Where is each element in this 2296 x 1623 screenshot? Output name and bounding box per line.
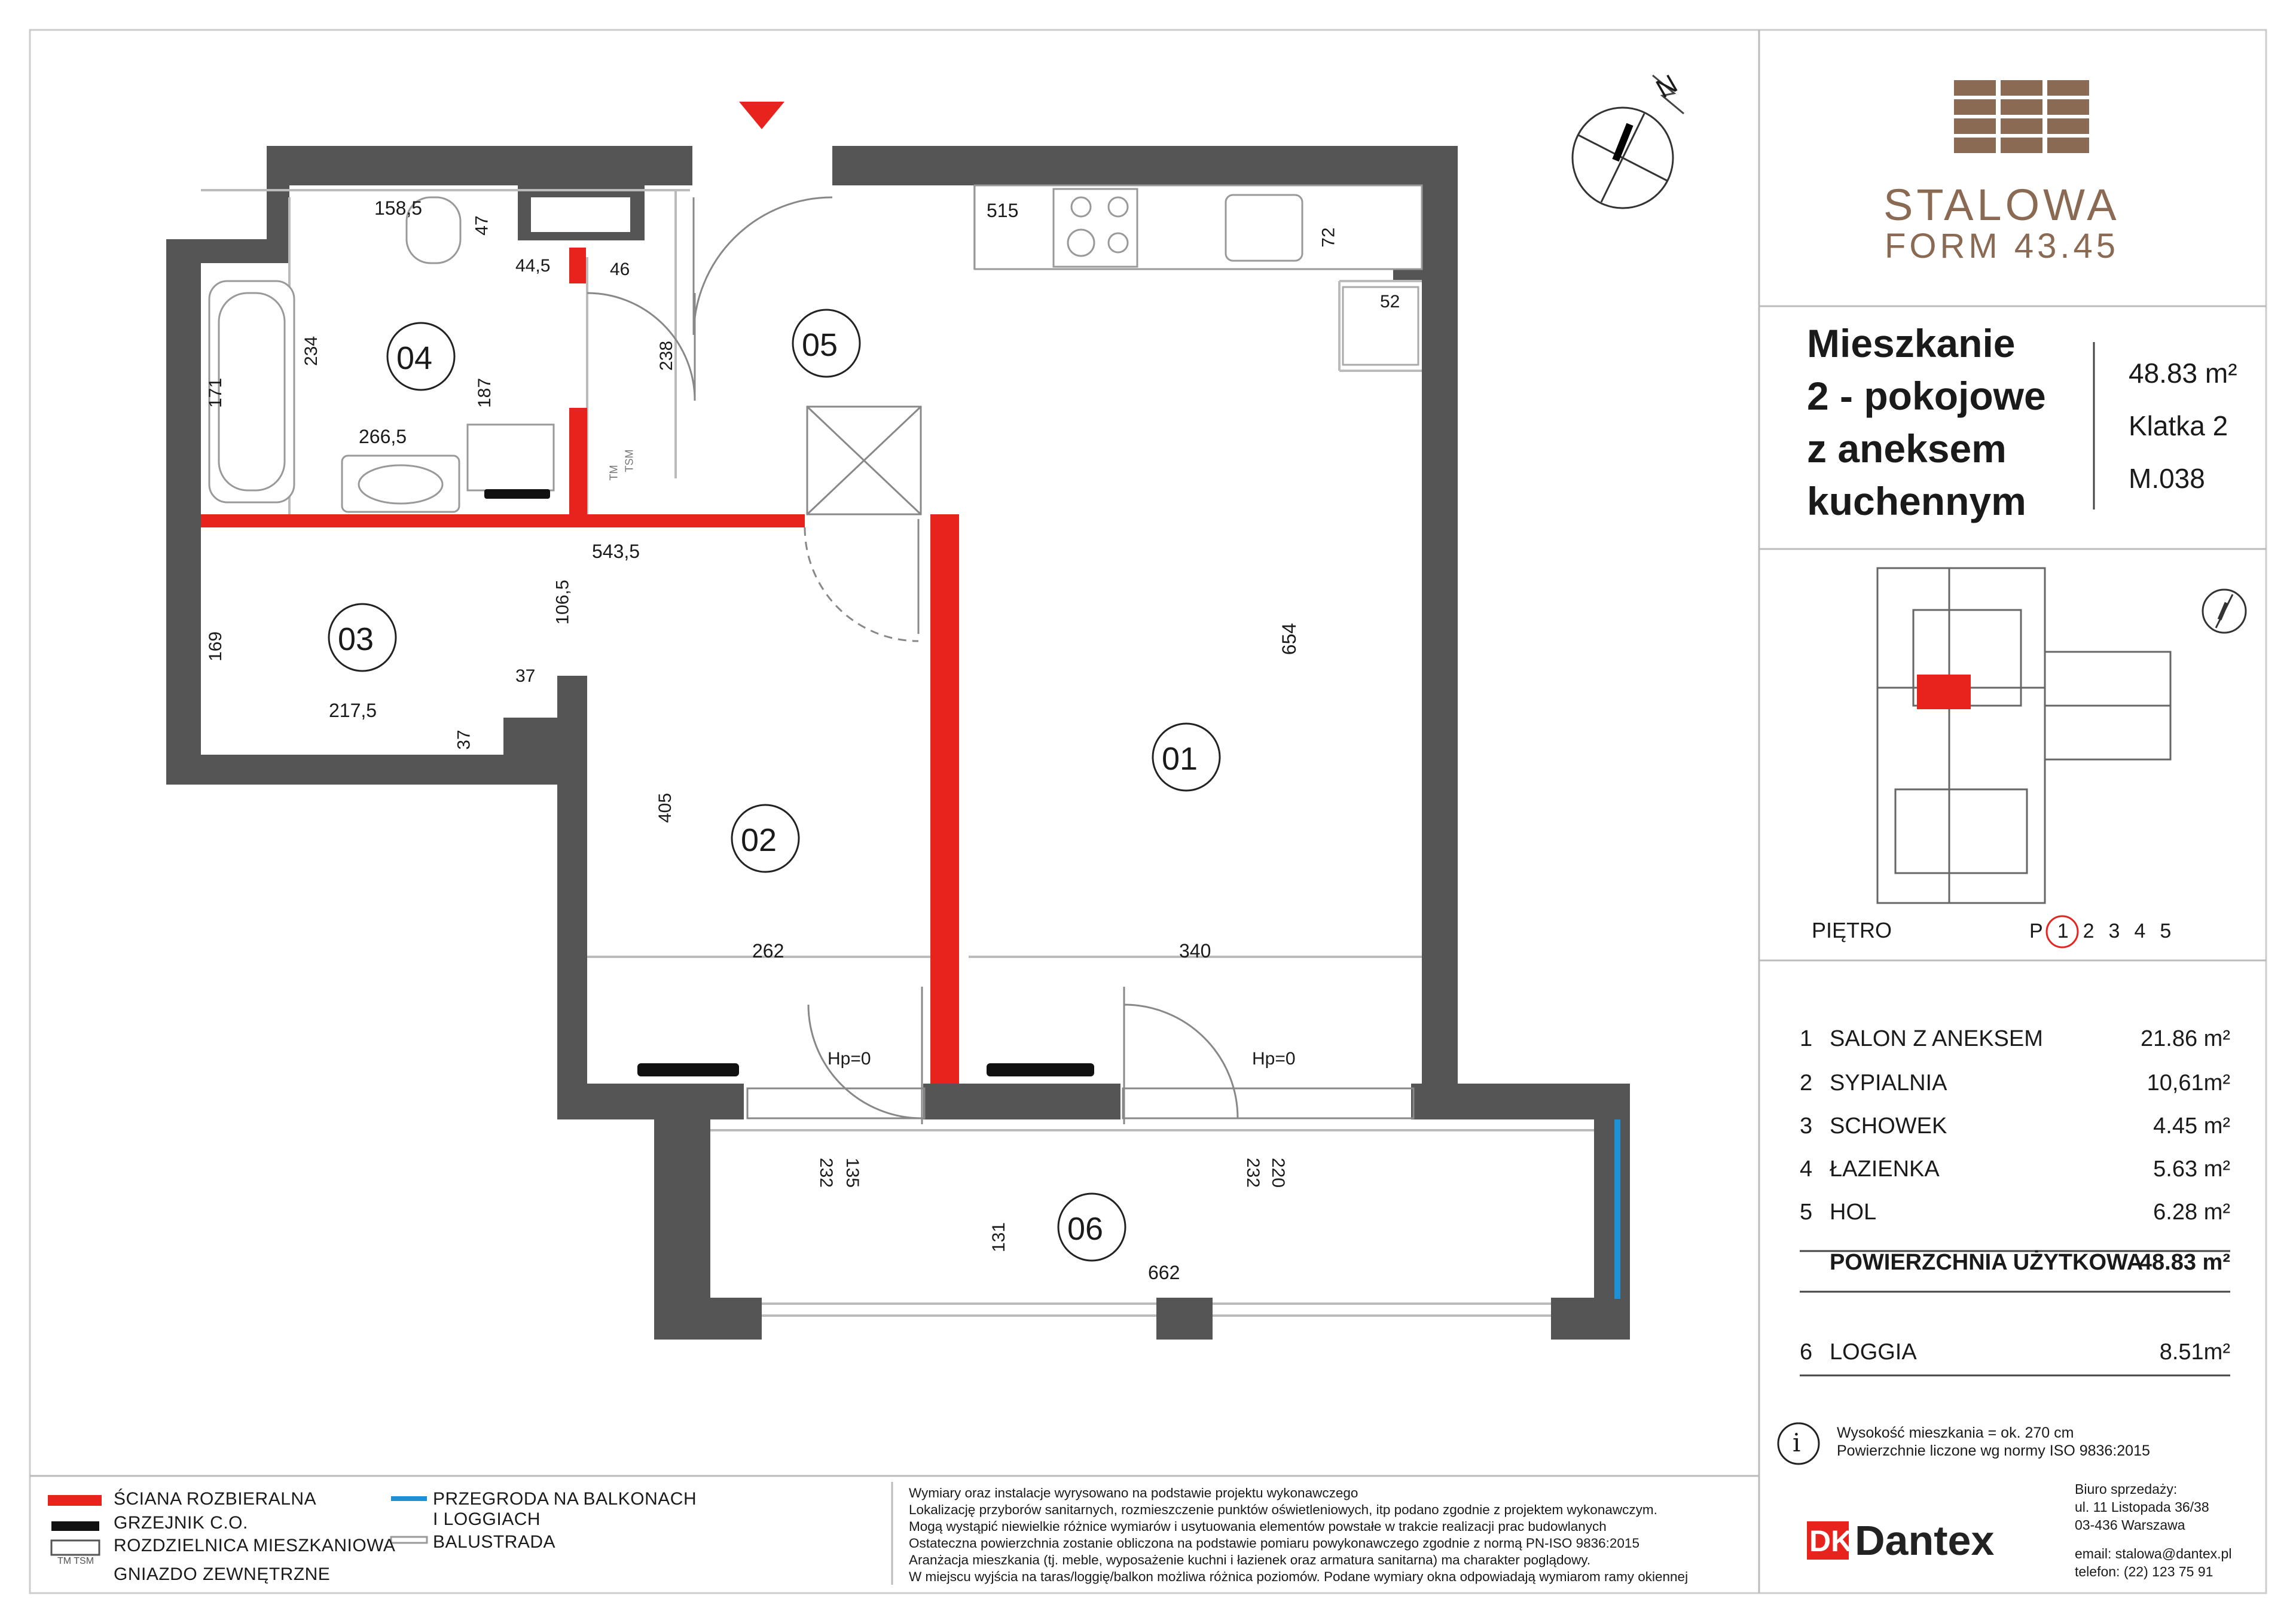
dimension-label: 52 [1380,292,1400,312]
room-label-06: 06 [1067,1211,1104,1247]
key-plan-compass-icon [2203,590,2246,633]
note-line: Lokalizację przyborów sanitarnych, rozmieszczenie punktów oświetleniowych, itp podano zgodnie z projektem wykonawczym. [909,1502,1657,1517]
note-line: Ostateczna powierzchnia zostanie obliczona na podstawie pomiaru powykonawczego zgodnie z normą PN-ISO 9836:2015 [909,1536,1639,1551]
dimension-label: 234 [301,335,322,367]
dimension-label: 217,5 [329,700,377,721]
doors [587,197,1413,1124]
dimension-label: 662 [1148,1262,1180,1283]
contact-label: Biuro sprzedaży: [2075,1481,2178,1497]
dimension-label: 37 [515,666,536,686]
room-label-05: 05 [802,327,838,363]
dimension-label: 169 [206,631,226,662]
room-area: 6.28 m² [2153,1200,2230,1225]
loggia-number: 6 [1800,1340,1813,1365]
dimension-label: 46 [610,260,630,279]
legend-item: ŚCIANA ROZBIERALNA [114,1489,317,1509]
developer-name: Dantex [1855,1517,1995,1564]
brand-subtitle: FORM 43.45 [1885,227,2119,266]
loggia-name: LOGGIA [1830,1340,1917,1365]
room-number: 5 [1800,1200,1813,1225]
norm-note: Powierzchnie liczone wg normy ISO 9836:2015 [1837,1442,2150,1459]
legend-item: I LOGGIACH [433,1509,541,1529]
room-number: 3 [1800,1113,1813,1139]
distribution-box-label: TSM [623,449,636,472]
dimension-label: 543,5 [592,541,640,562]
brand-name: STALOWA [1883,180,2120,230]
key-plan [1877,568,2170,903]
legend-item: BALUSTRADA [433,1532,556,1552]
dimension-label: 37 [454,730,474,750]
apartment-staircase: Klatka 2 [2129,410,2228,441]
door-level-label: Hp=0 [1252,1049,1296,1069]
loggia-area: 8.51m² [2159,1340,2230,1365]
note-line: W miejscu wyjścia na taras/loggię/balkon możliwa różnica poziomów. Podane wymiary okna odpowiadają wymiarom ramy okiennej [909,1569,1689,1584]
door-level-label: Hp=0 [828,1049,871,1069]
note-line: Wymiary oraz instalacje wyrysowano na podstawie projektu wykonawczego [909,1485,1358,1500]
floor-option-1[interactable]: 1 [2057,920,2069,942]
floor-option-5[interactable]: 5 [2160,920,2172,942]
usable-area-row [1800,1250,2230,1286]
apartment-unit: M.038 [2129,463,2205,494]
room-name: SALON Z ANEKSEM [1830,1026,2043,1051]
dimension-label: 515 [987,200,1019,221]
apartment-title [1807,317,2046,527]
room-label-03: 03 [338,621,374,657]
legend-item: PRZEGRODA NA BALKONACH [433,1489,697,1509]
apartment-area: 48.83 m² [2129,358,2237,389]
loggia-partition [1614,1119,1620,1299]
room-label-02: 02 [741,822,777,858]
dimension-label: 135 [842,1157,863,1188]
height-note: Wysokość mieszkania = ok. 270 cm [1837,1424,2074,1441]
dimension-label: 232 [1243,1157,1263,1188]
room-label-01: 01 [1162,741,1198,777]
apartment-title-line-2: 2 - pokojowe [1807,374,2046,418]
dimension-label: 47 [472,215,492,236]
legend-item: ROZDZIELNICA MIESZKANIOWA [114,1536,396,1555]
usable-area-value: 48.83 m² [2139,1250,2230,1275]
room-area: 4.45 m² [2153,1113,2230,1139]
key-plan-highlight [1917,675,1971,709]
apartment-title-line-1: Mieszkanie [1807,321,2016,365]
room-area: 21.86 m² [2141,1026,2230,1051]
dimension-label: 171 [206,377,226,408]
room-number: 1 [1800,1026,1813,1051]
entrance-marker [739,102,784,129]
floor-option-2[interactable]: 2 [2083,920,2095,942]
distribution-box-label: TM [607,465,620,481]
contact-city: 03-436 Warszawa [2075,1517,2185,1533]
disclaimer-notes [909,1485,1758,1585]
dimension-label: 405 [655,792,676,823]
kitchen-fixtures [975,185,1422,365]
dimension-label: 44,5 [515,256,551,276]
dimension-label: 131 [989,1222,1009,1253]
floor-option-p[interactable]: P [2029,920,2043,942]
room-name: HOL [1830,1200,1877,1225]
contact-phone: telefon: (22) 123 75 91 [2075,1564,2213,1579]
dimension-label: 238 [657,340,677,371]
apartment-title-line-3: z aneksem [1807,426,2007,471]
dimension-label: 72 [1318,227,1339,248]
sales-office-contact [2075,1480,2231,1581]
floor-option-4[interactable]: 4 [2134,920,2146,942]
legend-item: GNIAZDO ZEWNĘTRZNE [114,1564,331,1584]
room-row [1800,1157,2230,1192]
compass-north-label: N [1651,69,1683,104]
contact-street: ul. 11 Listopada 36/38 [2075,1499,2209,1515]
room-number: 2 [1800,1070,1813,1096]
dimension-label: 232 [816,1157,836,1188]
info-icon: i [1793,1428,1801,1457]
floor-option-3[interactable]: 3 [2108,920,2120,942]
dimension-label: 262 [752,940,784,962]
room-area: 5.63 m² [2153,1157,2230,1182]
contact-email[interactable]: email: stalowa@dantex.pl [2075,1546,2232,1561]
floor-selector [2029,920,2171,943]
dimension-label: 158,5 [374,197,423,219]
dimension-label: 340 [1179,940,1211,962]
room-row [1800,1113,2230,1149]
room-label-04: 04 [396,340,433,376]
room-number: 4 [1800,1157,1813,1182]
room-row [1800,1070,2230,1106]
dantex-logo-letters: DK [1809,1524,1853,1558]
brand-logo [1954,80,2089,153]
room-name: SYPIALNIA [1830,1070,1947,1096]
usable-area-label: POWIERZCHNIA UŻYTKOWA [1830,1250,2144,1275]
dimension-label: 187 [475,377,495,408]
room-name: ŁAZIENKA [1830,1157,1940,1182]
loggia-row [1800,1340,2230,1375]
legend-item: GRZEJNIK C.O. [114,1513,248,1533]
legend-tm-label: TM TSM [57,1556,94,1566]
apartment-title-line-4: kuchennym [1807,479,2026,523]
dimension-label: 220 [1268,1157,1289,1188]
room-area: 10,61m² [2147,1070,2230,1096]
apartment-meta [2129,347,2237,505]
room-row [1800,1026,2230,1062]
room-name: SCHOWEK [1830,1113,1947,1139]
note-line: Aranżacja mieszkania (tj. meble, wyposażenie kuchni i łazienek oraz armatura sanitarna) ma charakter poglądowy. [909,1552,1591,1567]
room-row [1800,1200,2230,1235]
dimension-label: 266,5 [359,426,407,447]
dimension-label: 106,5 [552,579,573,625]
floor-label: PIĘTRO [1812,918,1892,942]
note-line: Mogą wystąpić niewielkie różnice wymiarów i usytuowania elementów powstałe w trakcie realizacji prac budowlanych [909,1519,1607,1534]
dimension-label: 654 [1278,623,1300,655]
